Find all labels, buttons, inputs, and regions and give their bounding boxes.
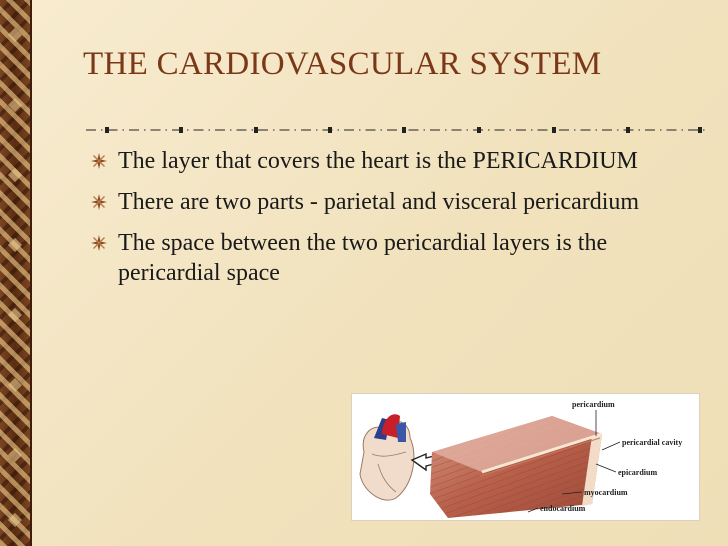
border-motif [8, 28, 22, 42]
border-motif [8, 378, 22, 392]
label-epicardium: epicardium [618, 468, 658, 477]
dash-dot-divider [86, 122, 706, 138]
bullet-text: The space between the two pericardial layers is the pericardial space [118, 230, 608, 286]
bullet-item [90, 228, 680, 288]
slide-title: THE CARDIOVASCULAR SYSTEM [83, 46, 602, 82]
bullet-text: The layer that covers the heart is the PERICARDIUM [118, 148, 638, 174]
decorative-border [0, 0, 32, 546]
tissue-block [430, 416, 602, 518]
bullet-text: There are two parts - parietal and visceral pericardium [118, 189, 640, 215]
label-myocardium: myocardium [584, 488, 628, 497]
bullet-item [90, 187, 680, 217]
bullet-item [90, 146, 680, 176]
bullet-list [90, 146, 680, 299]
heart-icon [360, 414, 414, 500]
border-motif [8, 238, 22, 252]
border-motif [8, 168, 22, 182]
sparkle-bullet-icon [90, 234, 108, 252]
border-motif [8, 448, 22, 462]
heart-wall-diagram [351, 393, 700, 521]
heart-wall-illustration [352, 394, 699, 520]
label-endocardium: endocardium [540, 504, 586, 513]
label-pericardial-cavity: pericardial cavity [622, 438, 683, 447]
label-pericardium: pericardium [572, 400, 615, 409]
sparkle-bullet-icon [90, 152, 108, 170]
border-motif [8, 513, 22, 527]
border-motif [8, 308, 22, 322]
border-motif [8, 98, 22, 112]
sparkle-bullet-icon [90, 193, 108, 211]
